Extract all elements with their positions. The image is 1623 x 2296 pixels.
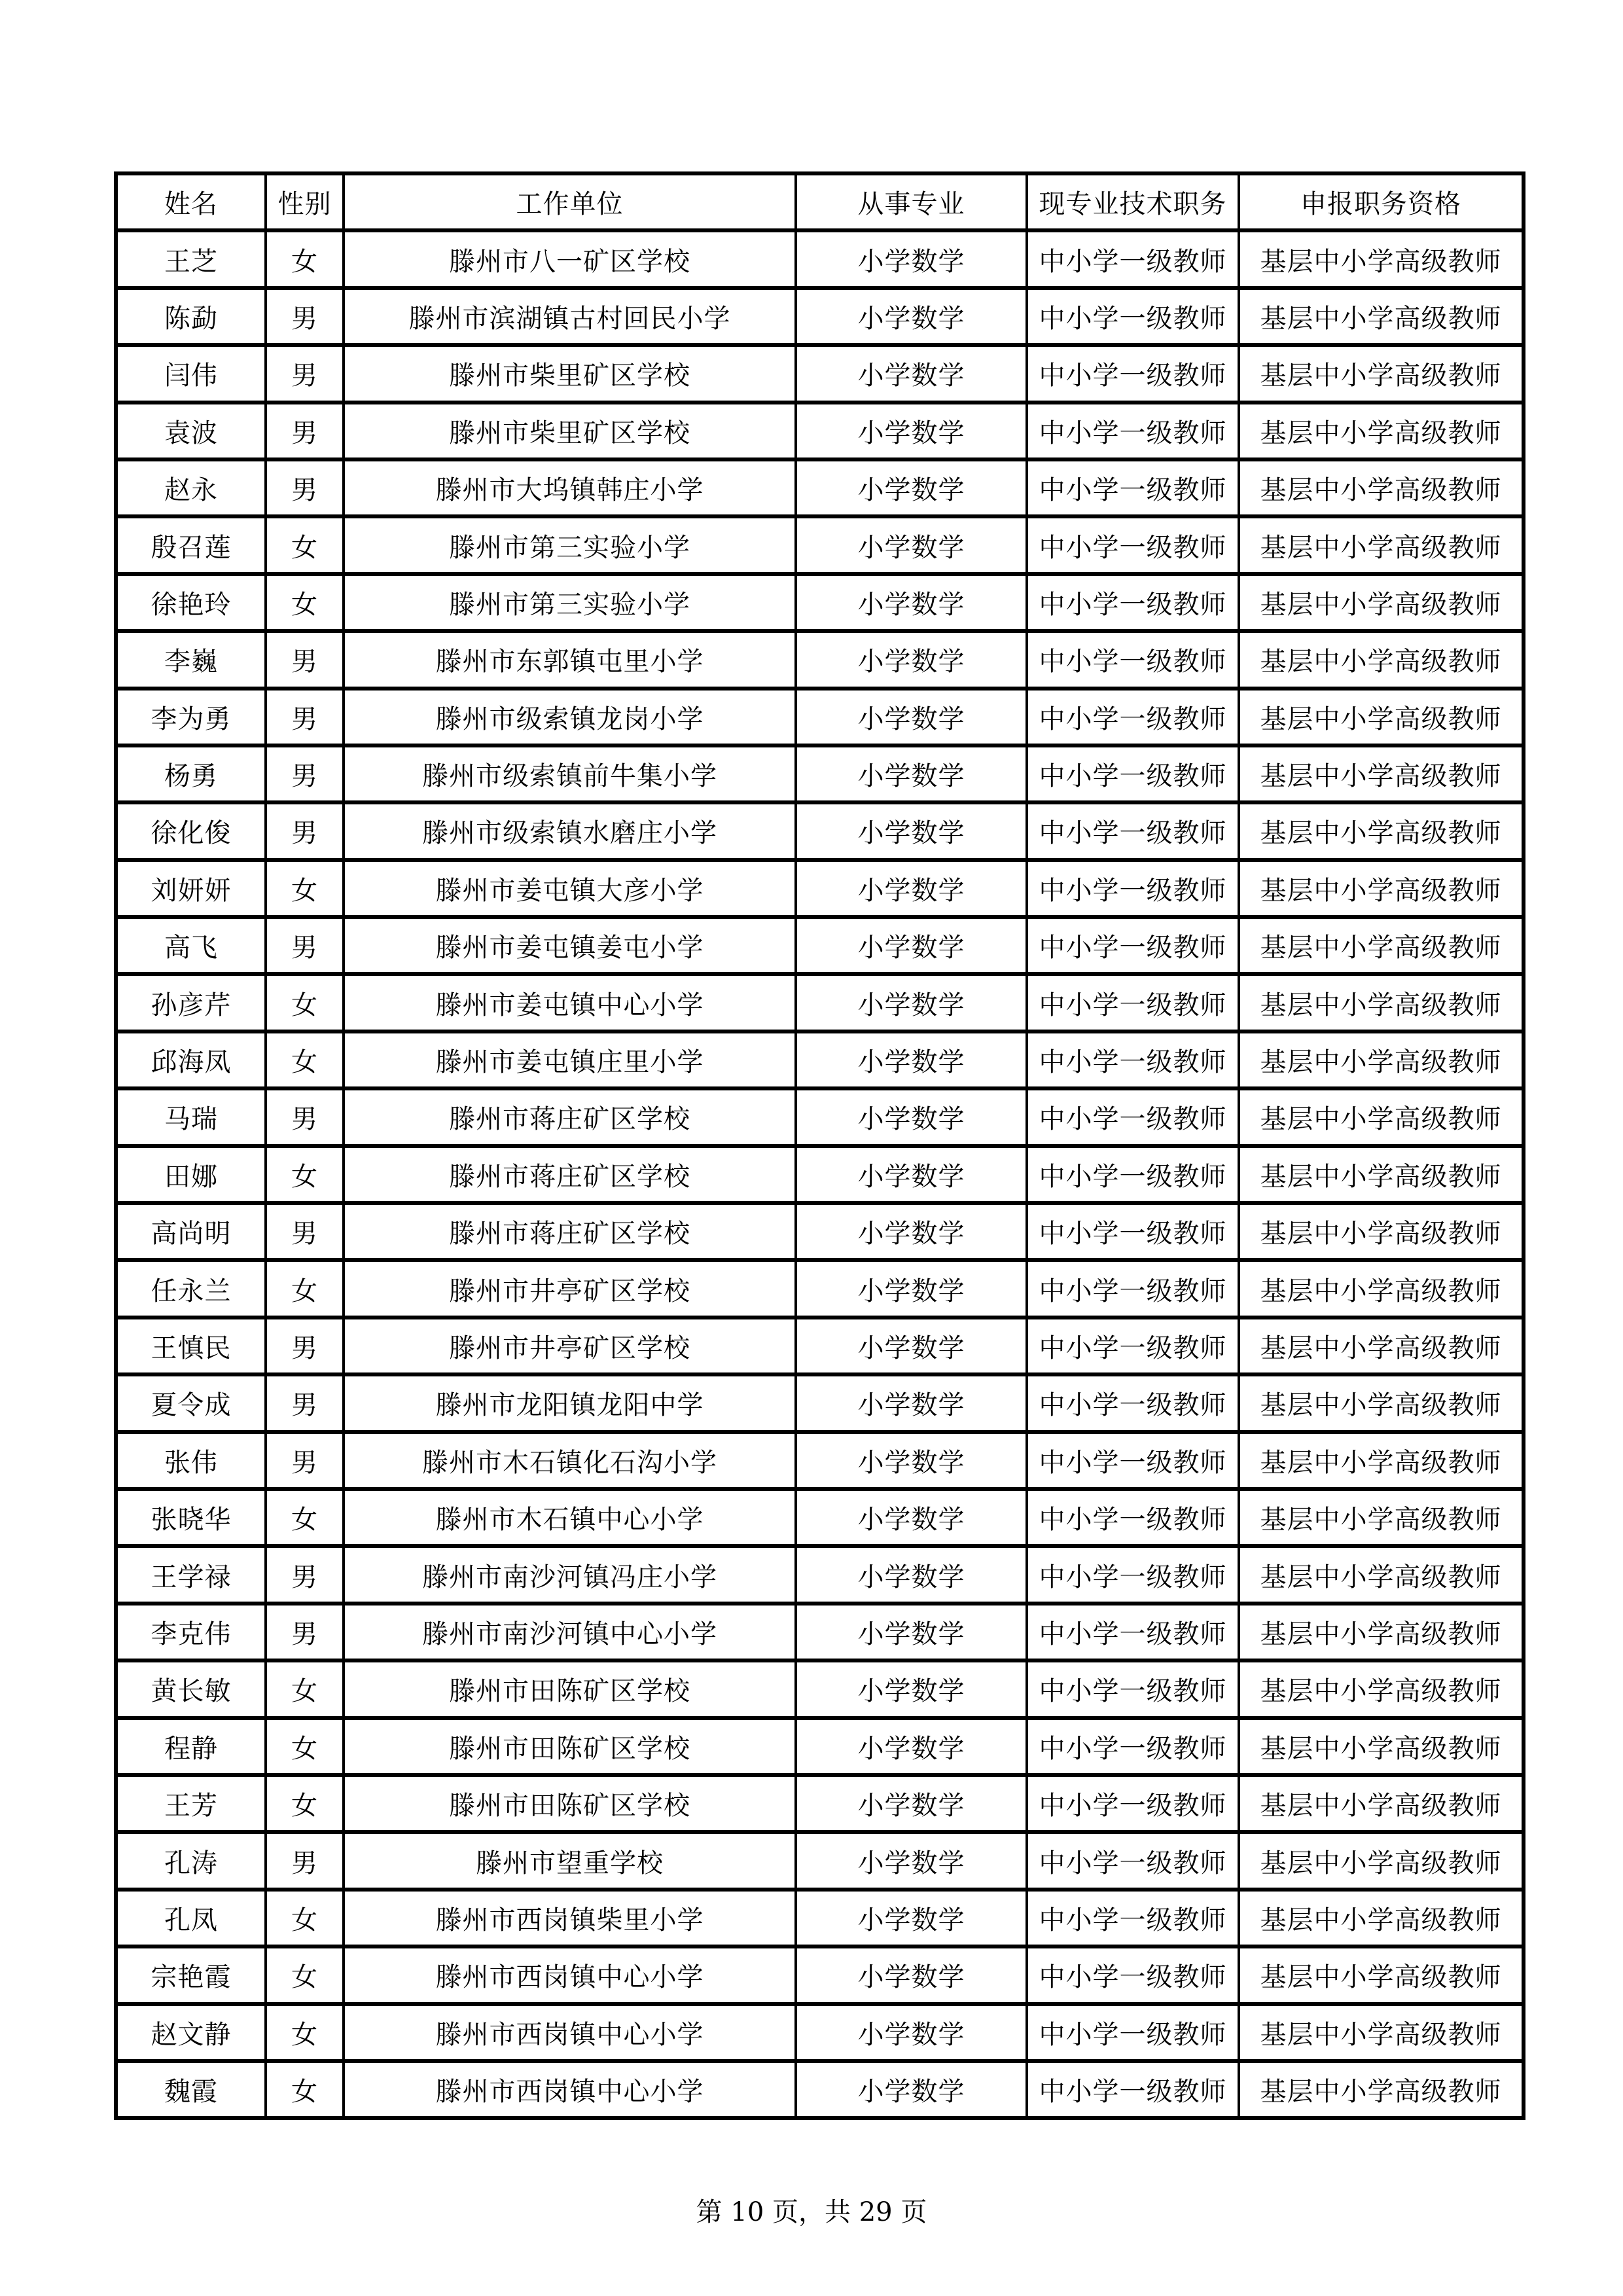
teacher-roster-table <box>114 171 1525 2120</box>
cell-name: 徐艳玲 <box>116 574 266 631</box>
cell-gender: 男 <box>266 1088 344 1145</box>
cell-name: 赵文静 <box>116 2004 266 2061</box>
cell-specialty: 小学数学 <box>796 1146 1027 1203</box>
cell-name: 徐化俊 <box>116 802 266 859</box>
cell-gender: 男 <box>266 631 344 688</box>
table-row <box>116 745 1524 802</box>
cell-current-title: 中小学一级教师 <box>1027 230 1239 287</box>
cell-workplace: 滕州市西岗镇中心小学 <box>344 1946 796 2003</box>
cell-name: 宗艳霞 <box>116 1946 266 2003</box>
cell-workplace: 滕州市东郭镇屯里小学 <box>344 631 796 688</box>
cell-workplace: 滕州市滨湖镇古村回民小学 <box>344 288 796 345</box>
cell-current-title: 中小学一级教师 <box>1027 631 1239 688</box>
cell-specialty: 小学数学 <box>796 1546 1027 1603</box>
cell-workplace: 滕州市大坞镇韩庄小学 <box>344 459 796 516</box>
cell-gender: 女 <box>266 1718 344 1775</box>
cell-applied-title: 基层中小学高级教师 <box>1239 574 1524 631</box>
cell-applied-title: 基层中小学高级教师 <box>1239 1489 1524 1546</box>
table-row <box>116 1604 1524 1660</box>
cell-applied-title: 基层中小学高级教师 <box>1239 1890 1524 1946</box>
cell-name: 王慎民 <box>116 1318 266 1374</box>
cell-applied-title: 基层中小学高级教师 <box>1239 230 1524 287</box>
cell-gender: 女 <box>266 1946 344 2003</box>
cell-gender: 女 <box>266 860 344 917</box>
table-row <box>116 230 1524 287</box>
cell-applied-title: 基层中小学高级教师 <box>1239 345 1524 402</box>
cell-applied-title: 基层中小学高级教师 <box>1239 860 1524 917</box>
cell-gender: 女 <box>266 1489 344 1546</box>
cell-gender: 男 <box>266 802 344 859</box>
cell-applied-title: 基层中小学高级教师 <box>1239 1374 1524 1431</box>
cell-specialty: 小学数学 <box>796 860 1027 917</box>
cell-applied-title: 基层中小学高级教师 <box>1239 745 1524 802</box>
cell-name: 田娜 <box>116 1146 266 1203</box>
cell-name: 李克伟 <box>116 1604 266 1660</box>
cell-gender: 男 <box>266 459 344 516</box>
cell-name: 孔凤 <box>116 1890 266 1946</box>
table-row <box>116 917 1524 974</box>
cell-gender: 女 <box>266 1146 344 1203</box>
cell-gender: 女 <box>266 1031 344 1088</box>
cell-applied-title: 基层中小学高级教师 <box>1239 1432 1524 1489</box>
cell-applied-title: 基层中小学高级教师 <box>1239 2004 1524 2061</box>
cell-current-title: 中小学一级教师 <box>1027 1031 1239 1088</box>
cell-name: 马瑞 <box>116 1088 266 1145</box>
cell-specialty: 小学数学 <box>796 516 1027 573</box>
table-row <box>116 403 1524 459</box>
table-row <box>116 689 1524 745</box>
cell-applied-title: 基层中小学高级教师 <box>1239 459 1524 516</box>
cell-workplace: 滕州市姜屯镇中心小学 <box>344 974 796 1031</box>
cell-specialty: 小学数学 <box>796 1946 1027 2003</box>
cell-name: 孙彦芹 <box>116 974 266 1031</box>
cell-specialty: 小学数学 <box>796 1890 1027 1946</box>
cell-current-title: 中小学一级教师 <box>1027 1088 1239 1145</box>
cell-workplace: 滕州市姜屯镇姜屯小学 <box>344 917 796 974</box>
cell-name: 黄长敏 <box>116 1660 266 1717</box>
cell-name: 王芝 <box>116 230 266 287</box>
cell-workplace: 滕州市井亭矿区学校 <box>344 1318 796 1374</box>
cell-specialty: 小学数学 <box>796 974 1027 1031</box>
table-row <box>116 1546 1524 1603</box>
cell-applied-title: 基层中小学高级教师 <box>1239 1832 1524 1889</box>
cell-specialty: 小学数学 <box>796 1088 1027 1145</box>
table-row <box>116 1203 1524 1260</box>
cell-specialty: 小学数学 <box>796 631 1027 688</box>
cell-applied-title: 基层中小学高级教师 <box>1239 1718 1524 1775</box>
table-header <box>116 173 1524 230</box>
cell-workplace: 滕州市田陈矿区学校 <box>344 1660 796 1717</box>
table-row <box>116 1260 1524 1317</box>
cell-current-title: 中小学一级教师 <box>1027 345 1239 402</box>
cell-gender: 男 <box>266 1318 344 1374</box>
cell-current-title: 中小学一级教师 <box>1027 516 1239 573</box>
header-row <box>116 173 1524 230</box>
cell-gender: 男 <box>266 345 344 402</box>
cell-workplace: 滕州市级索镇龙岗小学 <box>344 689 796 745</box>
cell-current-title: 中小学一级教师 <box>1027 860 1239 917</box>
cell-workplace: 滕州市八一矿区学校 <box>344 230 796 287</box>
table-row <box>116 1489 1524 1546</box>
cell-applied-title: 基层中小学高级教师 <box>1239 1318 1524 1374</box>
cell-current-title: 中小学一级教师 <box>1027 1546 1239 1603</box>
cell-workplace: 滕州市西岗镇柴里小学 <box>344 1890 796 1946</box>
cell-applied-title: 基层中小学高级教师 <box>1239 689 1524 745</box>
cell-applied-title: 基层中小学高级教师 <box>1239 802 1524 859</box>
cell-specialty: 小学数学 <box>796 1775 1027 1832</box>
cell-specialty: 小学数学 <box>796 345 1027 402</box>
table-row <box>116 1088 1524 1145</box>
cell-current-title: 中小学一级教师 <box>1027 1660 1239 1717</box>
cell-specialty: 小学数学 <box>796 1604 1027 1660</box>
cell-current-title: 中小学一级教师 <box>1027 1318 1239 1374</box>
cell-workplace: 滕州市柴里矿区学校 <box>344 403 796 459</box>
table-row <box>116 574 1524 631</box>
cell-name: 杨勇 <box>116 745 266 802</box>
cell-workplace: 滕州市级索镇前牛集小学 <box>344 745 796 802</box>
cell-applied-title: 基层中小学高级教师 <box>1239 1088 1524 1145</box>
cell-workplace: 滕州市南沙河镇中心小学 <box>344 1604 796 1660</box>
table-row <box>116 516 1524 573</box>
cell-gender: 男 <box>266 1374 344 1431</box>
cell-name: 李巍 <box>116 631 266 688</box>
cell-name: 殷召莲 <box>116 516 266 573</box>
cell-applied-title: 基层中小学高级教师 <box>1239 1604 1524 1660</box>
cell-name: 陈勐 <box>116 288 266 345</box>
cell-gender: 男 <box>266 1203 344 1260</box>
table-row <box>116 2004 1524 2061</box>
table-row <box>116 1031 1524 1088</box>
cell-workplace: 滕州市木石镇中心小学 <box>344 1489 796 1546</box>
cell-gender: 女 <box>266 574 344 631</box>
cell-specialty: 小学数学 <box>796 288 1027 345</box>
cell-workplace: 滕州市西岗镇中心小学 <box>344 2061 796 2118</box>
page-number-footer: 第 10 页，共 29 页 <box>696 2197 927 2227</box>
cell-specialty: 小学数学 <box>796 574 1027 631</box>
cell-current-title: 中小学一级教师 <box>1027 974 1239 1031</box>
cell-current-title: 中小学一级教师 <box>1027 1260 1239 1317</box>
cell-applied-title: 基层中小学高级教师 <box>1239 516 1524 573</box>
table-row <box>116 1660 1524 1717</box>
cell-name: 李为勇 <box>116 689 266 745</box>
cell-gender: 女 <box>266 516 344 573</box>
cell-specialty: 小学数学 <box>796 1832 1027 1889</box>
cell-specialty: 小学数学 <box>796 1203 1027 1260</box>
cell-name: 闫伟 <box>116 345 266 402</box>
cell-current-title: 中小学一级教师 <box>1027 1604 1239 1660</box>
table-row <box>116 288 1524 345</box>
cell-workplace: 滕州市姜屯镇大彦小学 <box>344 860 796 917</box>
column-header-applied-title: 申报职务资格 <box>1239 173 1524 230</box>
cell-workplace: 滕州市南沙河镇冯庄小学 <box>344 1546 796 1603</box>
cell-name: 高飞 <box>116 917 266 974</box>
cell-gender: 女 <box>266 1775 344 1832</box>
table-row <box>116 974 1524 1031</box>
cell-workplace: 滕州市田陈矿区学校 <box>344 1775 796 1832</box>
cell-applied-title: 基层中小学高级教师 <box>1239 1146 1524 1203</box>
table-row <box>116 631 1524 688</box>
cell-current-title: 中小学一级教师 <box>1027 1146 1239 1203</box>
column-header-name: 姓名 <box>116 173 266 230</box>
cell-current-title: 中小学一级教师 <box>1027 1718 1239 1775</box>
cell-name: 夏令成 <box>116 1374 266 1431</box>
column-header-specialty: 从事专业 <box>796 173 1027 230</box>
cell-applied-title: 基层中小学高级教师 <box>1239 2061 1524 2118</box>
cell-applied-title: 基层中小学高级教师 <box>1239 974 1524 1031</box>
cell-name: 张晓华 <box>116 1489 266 1546</box>
cell-specialty: 小学数学 <box>796 1260 1027 1317</box>
cell-current-title: 中小学一级教师 <box>1027 1946 1239 2003</box>
cell-gender: 男 <box>266 1832 344 1889</box>
cell-workplace: 滕州市望重学校 <box>344 1832 796 1889</box>
cell-current-title: 中小学一级教师 <box>1027 2061 1239 2118</box>
cell-specialty: 小学数学 <box>796 802 1027 859</box>
cell-name: 高尚明 <box>116 1203 266 1260</box>
cell-gender: 男 <box>266 1604 344 1660</box>
cell-name: 赵永 <box>116 459 266 516</box>
cell-applied-title: 基层中小学高级教师 <box>1239 631 1524 688</box>
cell-specialty: 小学数学 <box>796 1718 1027 1775</box>
cell-current-title: 中小学一级教师 <box>1027 745 1239 802</box>
cell-specialty: 小学数学 <box>796 745 1027 802</box>
cell-specialty: 小学数学 <box>796 2004 1027 2061</box>
cell-current-title: 中小学一级教师 <box>1027 1775 1239 1832</box>
cell-current-title: 中小学一级教师 <box>1027 1890 1239 1946</box>
cell-name: 王芳 <box>116 1775 266 1832</box>
cell-workplace: 滕州市柴里矿区学校 <box>344 345 796 402</box>
cell-specialty: 小学数学 <box>796 917 1027 974</box>
cell-current-title: 中小学一级教师 <box>1027 917 1239 974</box>
cell-gender: 女 <box>266 974 344 1031</box>
cell-applied-title: 基层中小学高级教师 <box>1239 403 1524 459</box>
cell-name: 邱海凤 <box>116 1031 266 1088</box>
table-row <box>116 1832 1524 1889</box>
cell-specialty: 小学数学 <box>796 1031 1027 1088</box>
table-row <box>116 1718 1524 1775</box>
cell-gender: 女 <box>266 1890 344 1946</box>
table-row <box>116 802 1524 859</box>
cell-applied-title: 基层中小学高级教师 <box>1239 1260 1524 1317</box>
cell-workplace: 滕州市龙阳镇龙阳中学 <box>344 1374 796 1431</box>
cell-current-title: 中小学一级教师 <box>1027 1203 1239 1260</box>
table-row <box>116 860 1524 917</box>
cell-name: 程静 <box>116 1718 266 1775</box>
cell-applied-title: 基层中小学高级教师 <box>1239 1031 1524 1088</box>
cell-current-title: 中小学一级教师 <box>1027 288 1239 345</box>
cell-current-title: 中小学一级教师 <box>1027 689 1239 745</box>
table-row <box>116 1146 1524 1203</box>
cell-workplace: 滕州市井亭矿区学校 <box>344 1260 796 1317</box>
cell-specialty: 小学数学 <box>796 230 1027 287</box>
cell-name: 刘妍妍 <box>116 860 266 917</box>
table-row <box>116 459 1524 516</box>
table-row <box>116 1775 1524 1832</box>
cell-specialty: 小学数学 <box>796 1318 1027 1374</box>
table-row <box>116 345 1524 402</box>
cell-applied-title: 基层中小学高级教师 <box>1239 1546 1524 1603</box>
cell-gender: 女 <box>266 1260 344 1317</box>
cell-name: 孔涛 <box>116 1832 266 1889</box>
cell-current-title: 中小学一级教师 <box>1027 2004 1239 2061</box>
cell-workplace: 滕州市木石镇化石沟小学 <box>344 1432 796 1489</box>
cell-workplace: 滕州市蒋庄矿区学校 <box>344 1088 796 1145</box>
cell-workplace: 滕州市蒋庄矿区学校 <box>344 1146 796 1203</box>
cell-current-title: 中小学一级教师 <box>1027 574 1239 631</box>
cell-current-title: 中小学一级教师 <box>1027 1432 1239 1489</box>
table-row <box>116 1318 1524 1374</box>
cell-gender: 女 <box>266 230 344 287</box>
cell-workplace: 滕州市姜屯镇庄里小学 <box>344 1031 796 1088</box>
cell-workplace: 滕州市第三实验小学 <box>344 516 796 573</box>
table-row <box>116 1374 1524 1431</box>
cell-current-title: 中小学一级教师 <box>1027 802 1239 859</box>
column-header-workplace: 工作单位 <box>344 173 796 230</box>
cell-applied-title: 基层中小学高级教师 <box>1239 288 1524 345</box>
cell-name: 任永兰 <box>116 1260 266 1317</box>
cell-gender: 男 <box>266 917 344 974</box>
cell-name: 魏霞 <box>116 2061 266 2118</box>
cell-current-title: 中小学一级教师 <box>1027 403 1239 459</box>
cell-applied-title: 基层中小学高级教师 <box>1239 1946 1524 2003</box>
cell-specialty: 小学数学 <box>796 1489 1027 1546</box>
cell-current-title: 中小学一级教师 <box>1027 1489 1239 1546</box>
cell-specialty: 小学数学 <box>796 689 1027 745</box>
cell-current-title: 中小学一级教师 <box>1027 1832 1239 1889</box>
cell-applied-title: 基层中小学高级教师 <box>1239 1775 1524 1832</box>
column-header-gender: 性别 <box>266 173 344 230</box>
cell-gender: 男 <box>266 288 344 345</box>
cell-gender: 男 <box>266 1432 344 1489</box>
table-row <box>116 1432 1524 1489</box>
cell-specialty: 小学数学 <box>796 1374 1027 1431</box>
column-header-current-title: 现专业技术职务 <box>1027 173 1239 230</box>
cell-gender: 男 <box>266 1546 344 1603</box>
cell-current-title: 中小学一级教师 <box>1027 459 1239 516</box>
cell-specialty: 小学数学 <box>796 1660 1027 1717</box>
cell-workplace: 滕州市级索镇水磨庄小学 <box>344 802 796 859</box>
cell-workplace: 滕州市蒋庄矿区学校 <box>344 1203 796 1260</box>
table-row <box>116 2061 1524 2118</box>
cell-specialty: 小学数学 <box>796 459 1027 516</box>
cell-current-title: 中小学一级教师 <box>1027 1374 1239 1431</box>
cell-specialty: 小学数学 <box>796 403 1027 459</box>
cell-gender: 女 <box>266 2061 344 2118</box>
table-row <box>116 1890 1524 1946</box>
cell-applied-title: 基层中小学高级教师 <box>1239 1203 1524 1260</box>
cell-gender: 男 <box>266 403 344 459</box>
table-body <box>116 230 1524 2118</box>
cell-name: 袁波 <box>116 403 266 459</box>
cell-gender: 女 <box>266 2004 344 2061</box>
table-row <box>116 1946 1524 2003</box>
cell-gender: 男 <box>266 689 344 745</box>
cell-workplace: 滕州市第三实验小学 <box>344 574 796 631</box>
cell-gender: 男 <box>266 745 344 802</box>
cell-name: 王学禄 <box>116 1546 266 1603</box>
cell-specialty: 小学数学 <box>796 2061 1027 2118</box>
cell-name: 张伟 <box>116 1432 266 1489</box>
cell-applied-title: 基层中小学高级教师 <box>1239 1660 1524 1717</box>
cell-applied-title: 基层中小学高级教师 <box>1239 917 1524 974</box>
cell-specialty: 小学数学 <box>796 1432 1027 1489</box>
cell-gender: 女 <box>266 1660 344 1717</box>
cell-workplace: 滕州市西岗镇中心小学 <box>344 2004 796 2061</box>
cell-workplace: 滕州市田陈矿区学校 <box>344 1718 796 1775</box>
